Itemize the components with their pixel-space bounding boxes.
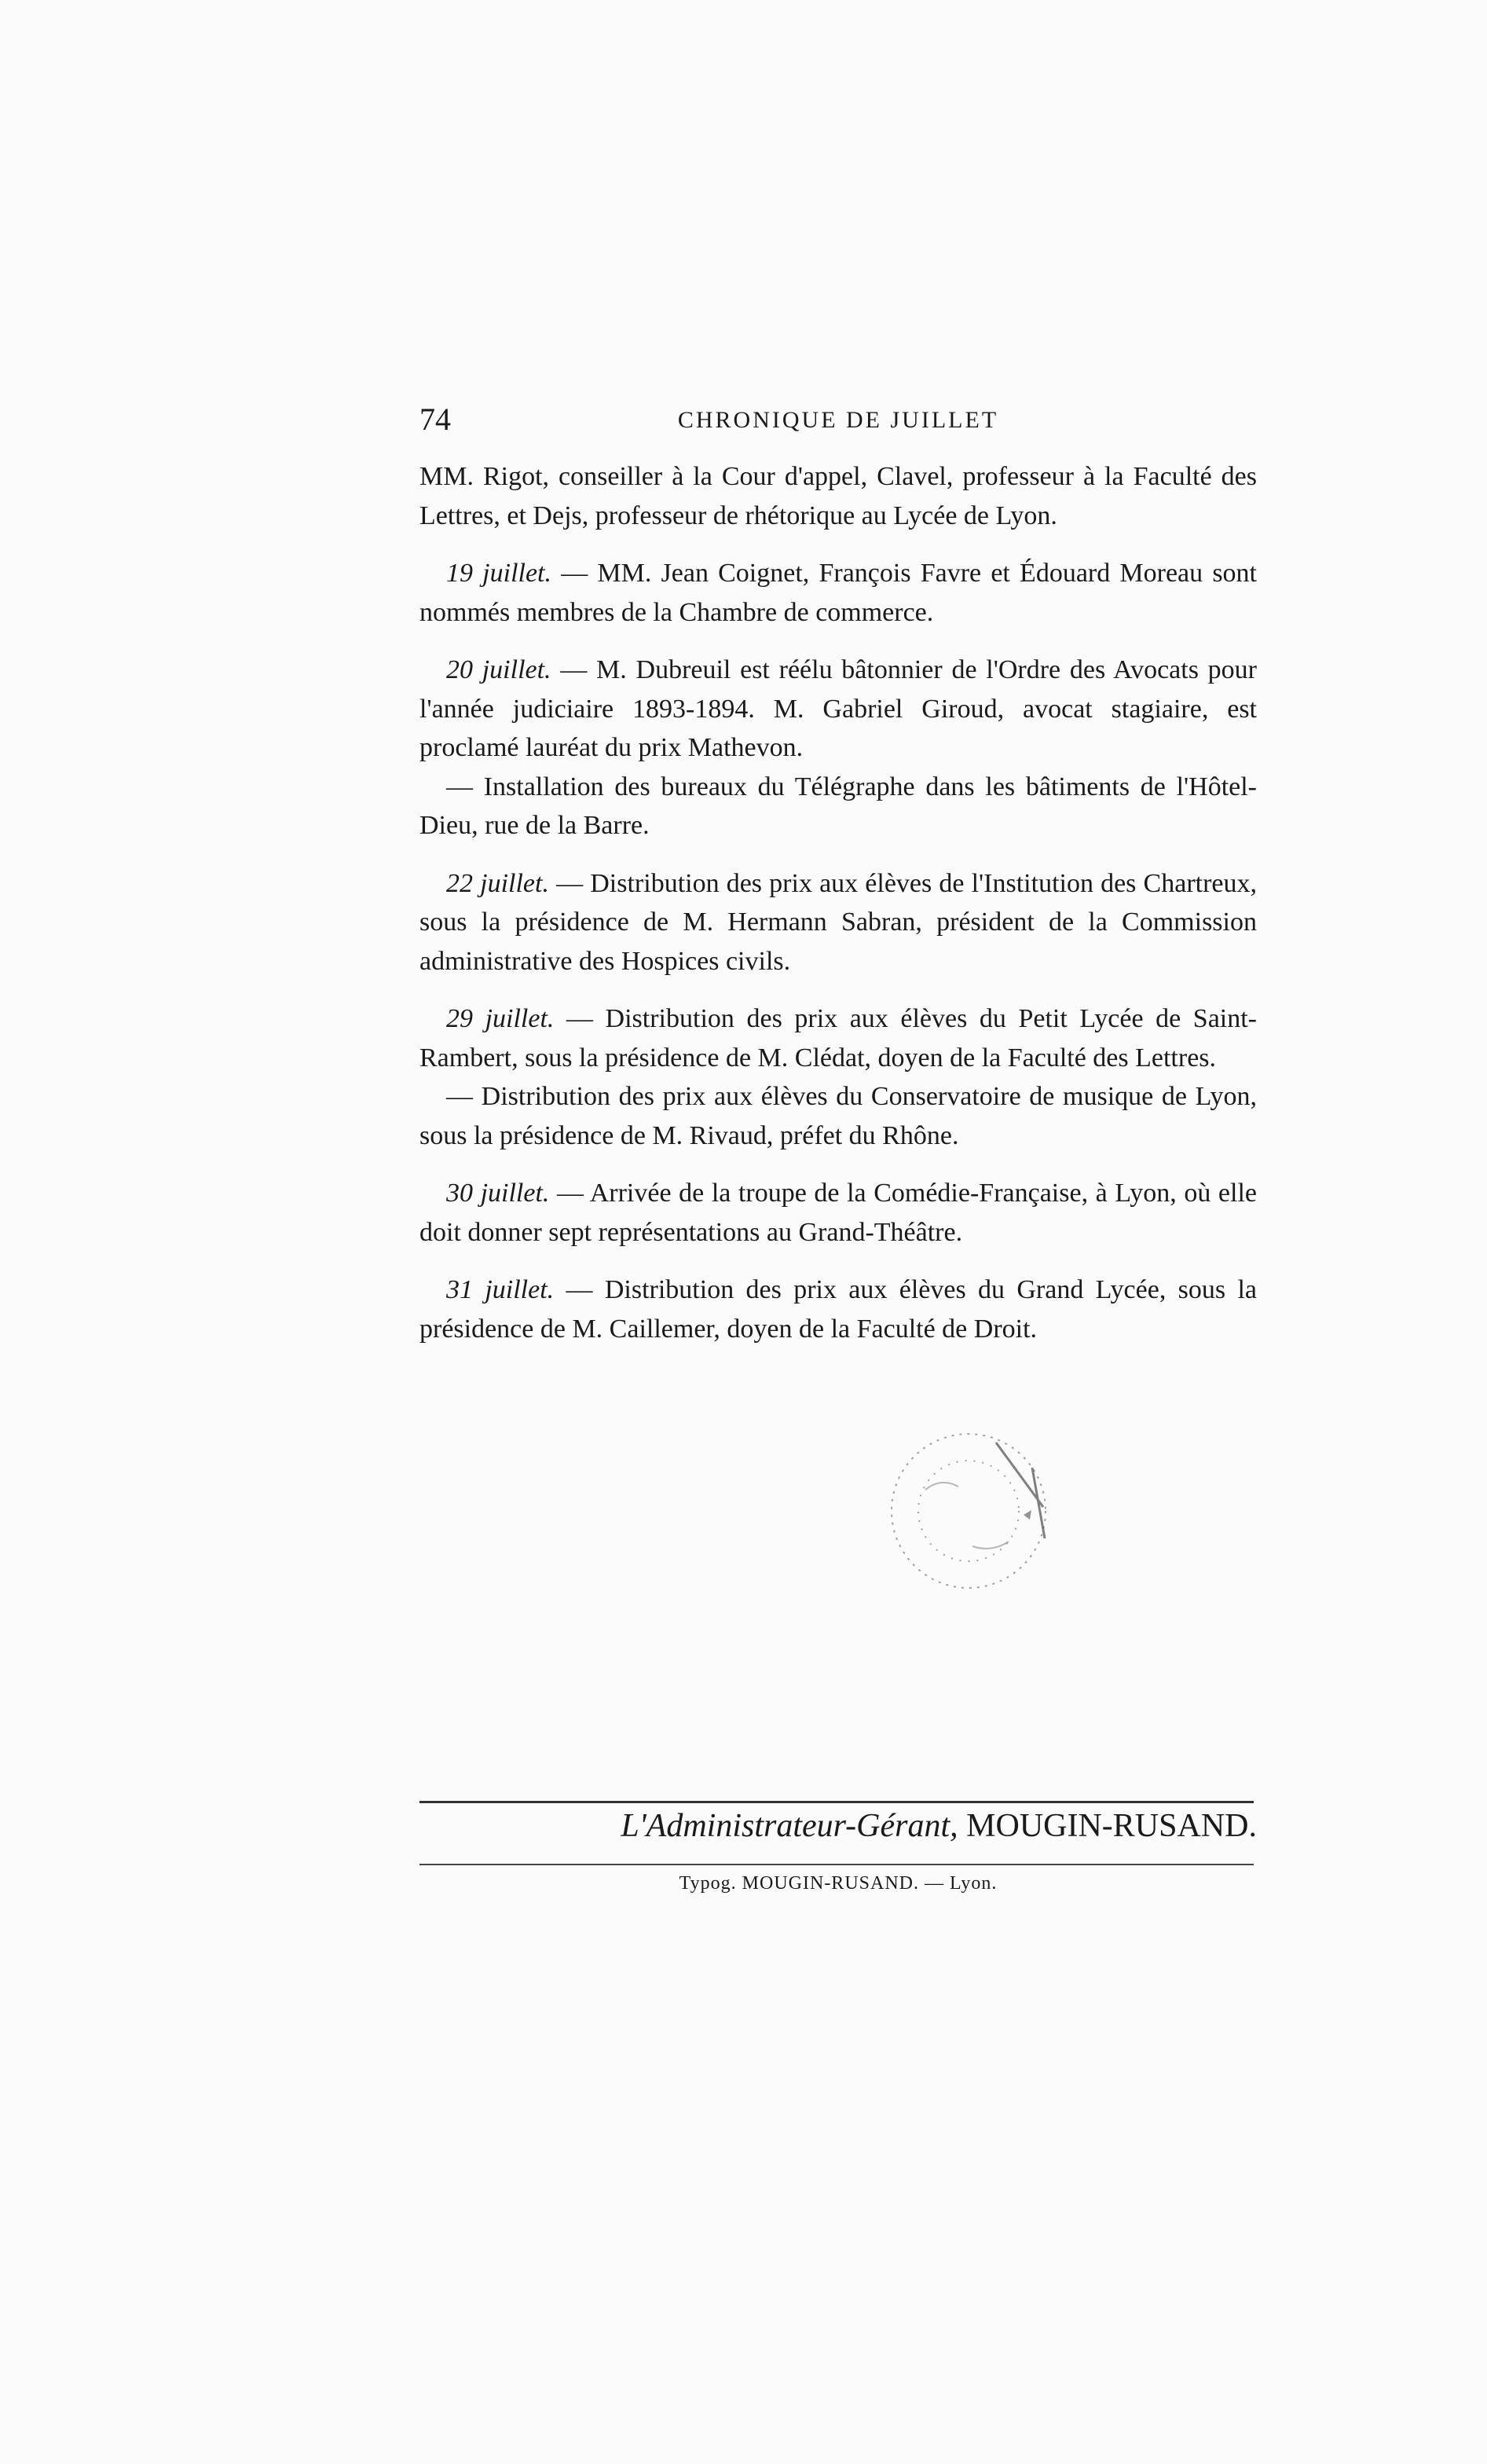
chronicle-body <box>419 457 1257 1348</box>
entry-paragraph: — Distribution des prix aux élèves du Conservatoire de musique de Lyon, sous la présidence de M. Rivaud, préfet du Rhône. <box>419 1082 1257 1150</box>
page-number: 74 <box>419 402 451 437</box>
entry-text: — Distribution des prix aux élèves du Grand Lycée, sous la présidence de M. Caillemer, doyen de la Faculté de Droit. <box>419 1275 1258 1344</box>
entry-date: 19 juillet. <box>446 559 552 588</box>
printer-imprint: Typog. MOUGIN-RUSAND. — Lyon. <box>679 1873 998 1894</box>
chronicle-entry <box>419 457 1257 535</box>
running-head: CHRONIQUE DE JUILLET <box>677 407 999 433</box>
page-header <box>419 401 1257 448</box>
entry-paragraph <box>419 554 1257 632</box>
signature-line <box>419 1807 1257 1845</box>
entry-text: — Distribution des prix aux élèves du Petit Lycée de Saint-Rambert, sous la présidence de M. Clédat, doyen de la Faculté des Lettres. <box>419 1004 1258 1072</box>
signature-role: L'Administrateur-Gérant, <box>621 1808 958 1844</box>
entry-paragraph <box>419 999 1257 1077</box>
entry-date: 29 juillet. <box>446 1004 555 1033</box>
entry-text: — MM. Jean Coignet, François Favre et Édouard Moreau sont nommés membres de la Chambre de commerce. <box>419 559 1257 627</box>
chronicle-entry <box>419 864 1257 981</box>
library-stamp-icon <box>878 1421 1059 1601</box>
entry-date: 30 juillet. <box>446 1179 550 1208</box>
entry-paragraph: MM. Rigot, conseiller à la Cour d'appel, Clavel, professeur à la Faculté des Lettres, et Dejs, professeur de rhétorique au Lycée de Lyon. <box>419 462 1257 530</box>
entry-date: 20 juillet. <box>446 655 551 684</box>
footer-rule-bottom <box>419 1864 1254 1865</box>
chronicle-entry <box>419 554 1257 632</box>
entry-date: 22 juillet. <box>446 868 549 898</box>
chronicle-entry <box>419 1174 1257 1252</box>
signature-name: MOUGIN-RUSAND. <box>966 1808 1257 1844</box>
chronicle-entry <box>419 999 1257 1155</box>
chronicle-entry <box>419 651 1257 845</box>
entry-text: — Arrivée de la troupe de la Comédie-Française, à Lyon, où elle doit donner sept représentations au Grand-Théâtre. <box>419 1179 1257 1247</box>
entry-text: — M. Dubreuil est réélu bâtonnier de l'Ordre des Avocats pour l'année judiciaire 1893-1894. M. Gabriel Giroud, avocat stagiaire, est proclamé lauréat du prix Mathevon. <box>419 655 1257 762</box>
entry-paragraph <box>419 1270 1257 1348</box>
entry-date: 31 juillet. <box>446 1275 555 1304</box>
entry-paragraph <box>419 1174 1257 1252</box>
entry-paragraph: — Installation des bureaux du Télégraphe dans les bâtiments de l'Hôtel-Dieu, rue de la Barre. <box>419 772 1257 840</box>
entry-text: — Distribution des prix aux élèves de l'Institution des Chartreux, sous la présidence de M. Hermann Sabran, président de la Commission administrative des Hospices civils. <box>419 868 1258 976</box>
entry-paragraph <box>419 651 1257 768</box>
chronicle-entry <box>419 1270 1257 1348</box>
entry-paragraph <box>419 864 1257 981</box>
footer-rule-top <box>419 1801 1254 1803</box>
